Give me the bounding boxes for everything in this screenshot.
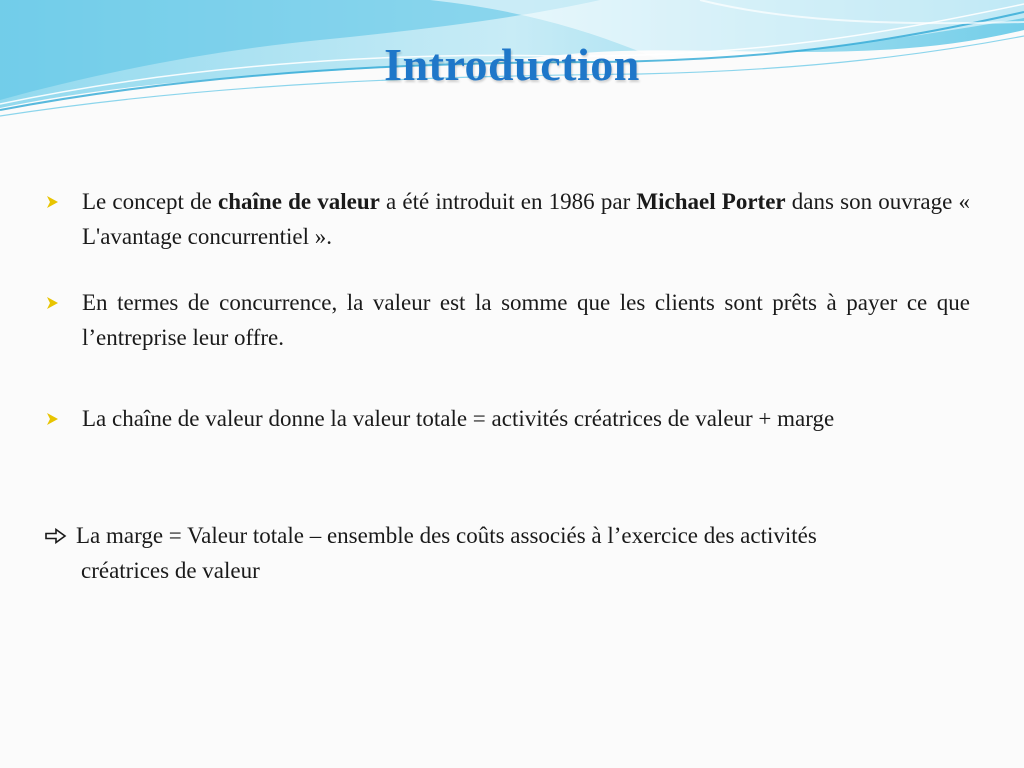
- arrowhead-bullet-icon: [46, 195, 60, 209]
- bullet-text-porter: [82, 184, 970, 254]
- bullet-text-total-value: La chaîne de valeur donne la valeur totale = activités créatrices de valeur + marge: [82, 406, 835, 431]
- text-segment-bold: Michael Porter: [636, 189, 786, 214]
- conclusion-line-1: [44, 518, 970, 553]
- conclusion-text: [44, 518, 970, 588]
- conclusion-line-1-text: La marge = Valeur totale – ensemble des coûts associés à l’exercice des activités: [76, 523, 817, 548]
- text-segment-bold: chaîne de valeur: [218, 189, 380, 214]
- text-segment: a été introduit en 1986 par: [379, 189, 637, 214]
- conclusion-line-2: créatrices de valeur: [81, 558, 260, 583]
- arrowhead-bullet-icon: [46, 412, 60, 426]
- text-segment: Le concept de: [82, 189, 219, 214]
- slide-title: Introduction: [384, 39, 640, 90]
- text-segment: dans son ouvrage « L'avantage concurrentiel ».: [82, 189, 971, 249]
- outline-right-arrow-icon: [44, 519, 68, 535]
- arrowhead-bullet-icon: [46, 296, 60, 310]
- bullet-text-value-definition: En termes de concurrence, la valeur est la somme que les clients sont prêts à payer ce que l’entreprise leur offre.: [82, 290, 970, 350]
